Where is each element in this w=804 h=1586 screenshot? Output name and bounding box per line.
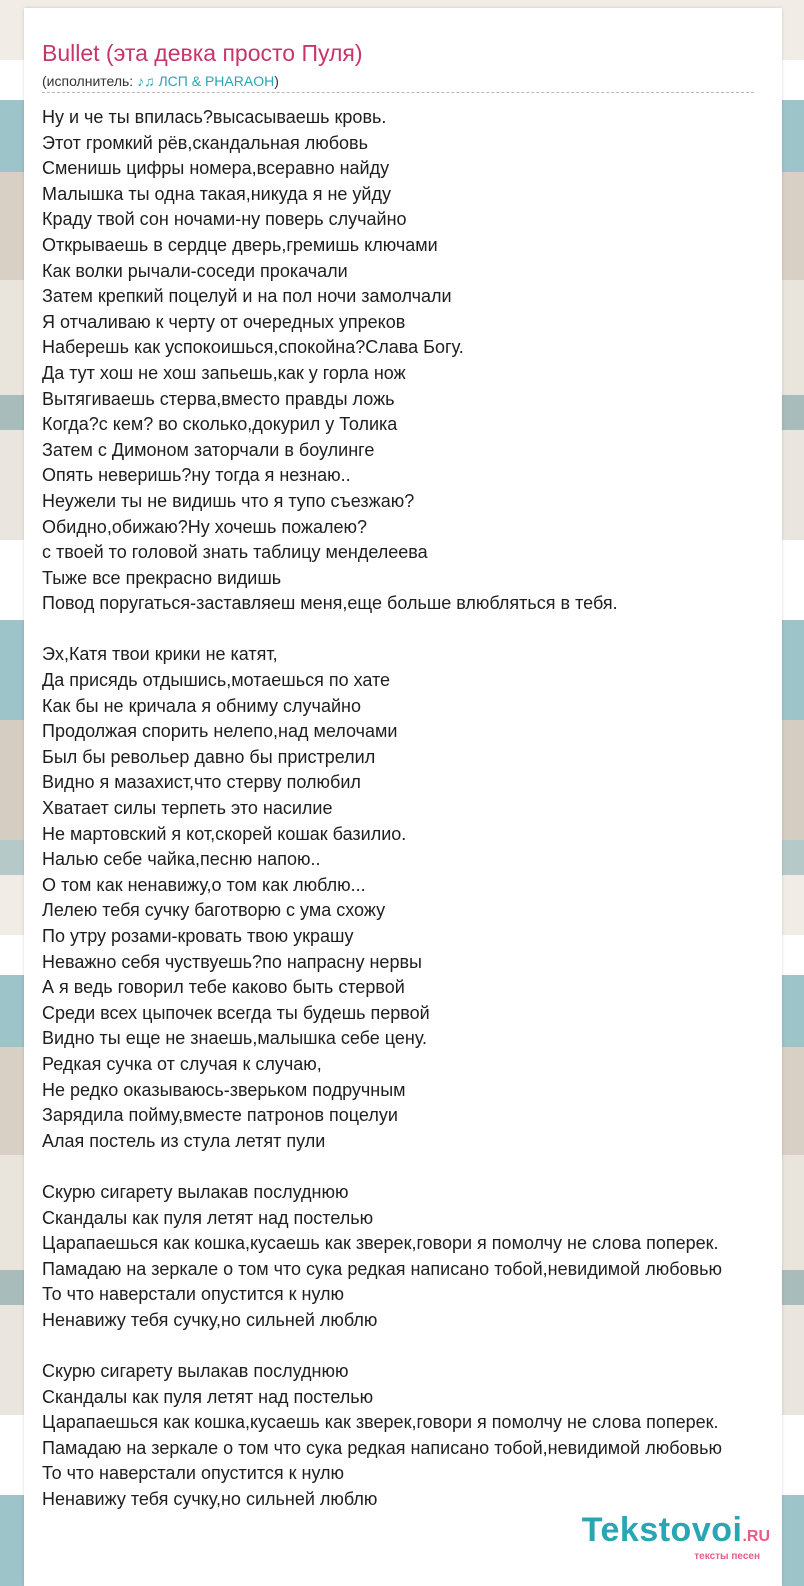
lyric-line: Ненавижу тебя сучку,но сильней люблю — [42, 1309, 378, 1330]
lyric-line: Да присядь отдышись,мотаешься по хате — [42, 670, 391, 691]
lyric-line: Ненавижу тебя сучку,но сильней люблю — [42, 1489, 378, 1510]
lyric-line: Среди всех цыпочек всегда ты будешь первой — [42, 1002, 430, 1023]
lyric-line: Скурю сигарету вылакав послуднюю — [42, 1181, 349, 1202]
lyric-line: Памадаю на зеркале о том что сука редкая написано тобой,невидимой любовью — [42, 1258, 722, 1279]
lyric-line: Скандалы как пуля летят над постелью — [42, 1386, 374, 1407]
artist-name: ЛСП & PHARAOH — [158, 73, 275, 89]
lyrics-stanza — [42, 642, 802, 1154]
lyric-line: Неужели ты не видишь что я тупо съезжаю? — [42, 490, 415, 511]
lyrics-stanza — [42, 105, 802, 617]
lyric-line: Редкая сучка от случая к случаю, — [42, 1053, 322, 1074]
lyrics-stanza — [42, 1359, 802, 1513]
artist-link[interactable] — [137, 73, 274, 89]
lyric-line: Наберешь как успокоишься,спокойна?Слава Богу. — [42, 337, 464, 358]
lyric-line: Был бы револьер давно бы пристрелил — [42, 746, 376, 767]
lyric-line: Я отчаливаю к черту от очередных упреков — [42, 311, 406, 332]
lyric-line: Памадаю на зеркале о том что сука редкая написано тобой,невидимой любовью — [42, 1437, 722, 1458]
lyric-line: Неважно себя чуствуешь?по напрасну нервы — [42, 951, 422, 972]
lyric-line: Хватает силы терпеть это насилие — [42, 798, 333, 819]
lyric-line: Царапаешься как кошка,кусаешь как зверек,говори я помолчу не слова поперек. — [42, 1233, 719, 1254]
lyric-line: Опять неверишь?ну тогда я незнаю.. — [42, 465, 351, 486]
music-note-icon: ♪♫ — [137, 73, 155, 89]
lyric-line: Продолжая спорить нелепо,над мелочами — [42, 721, 398, 742]
lyric-line: Не мартовский я кот,скорей кошак базилио. — [42, 823, 407, 844]
lyric-line: Лелею тебя сучку баготворю с ума схожу — [42, 900, 386, 921]
lyric-line: Открываешь в сердце дверь,гремишь ключами — [42, 234, 438, 255]
lyric-line: По утру розами-кровать твою украшу — [42, 926, 354, 946]
lyric-line: Обидно,обижаю?Ну хочешь пожалею? — [42, 516, 368, 537]
lyric-line: Видно я мазахист,что стерву полюбил — [42, 772, 361, 793]
lyric-line: Затем с Димоном заторчали в боулинге — [42, 439, 375, 460]
lyrics-stanza — [42, 1180, 802, 1334]
lyric-line: Алая постель из стула летят пули — [42, 1130, 326, 1151]
lyric-line: Не редко оказываюсь-зверьком подручным — [42, 1079, 406, 1100]
lyric-line: Видно ты еще не знаешь,малышка себе цену. — [42, 1028, 428, 1049]
lyric-line: Царапаешься как кошка,кусаешь как зверек,говори я помолчу не слова поперек. — [42, 1412, 719, 1433]
lyric-line: Тыже все прекрасно видишь — [42, 567, 282, 588]
lyric-line: О том как ненавижу,о том как люблю... — [42, 874, 366, 895]
lyric-line: Повод поругаться-заставляеш меня,еще больше влюбляться в тебя. — [42, 593, 618, 614]
lyric-line: То что наверстали опустится к нулю — [42, 1463, 345, 1484]
logo-tagline: тексты песен — [694, 1551, 760, 1562]
lyric-line: Зарядила пойму,вместе патронов поцелуи — [42, 1105, 398, 1126]
lyric-line: с твоей то головой знать таблицу менделеева — [42, 542, 428, 563]
lyric-line: Как бы не кричала я обниму случайно — [42, 695, 361, 716]
artist-line — [42, 73, 279, 89]
lyric-line: Затем крепкий поцелуй и на пол ночи замолчали — [42, 286, 452, 307]
artist-prefix: (исполнитель: — [42, 73, 138, 89]
lyric-line: Сменишь цифры номера,всеравно найду — [42, 158, 390, 179]
lyric-line: Да тут хош не хош запьешь,как у горла нож — [42, 362, 406, 383]
lyric-line: Скандалы как пуля летят над постелью — [42, 1207, 374, 1228]
lyric-line: Эх,Катя твои крики не катят, — [42, 644, 278, 665]
lyric-line: Налью себе чайка,песню напою.. — [42, 849, 321, 870]
lyric-line: Ну и че ты впилась?высасываешь кровь. — [42, 107, 387, 127]
title-divider — [42, 92, 754, 93]
lyric-line: То что наверстали опустится к нулю — [42, 1284, 345, 1305]
song-title: Bullet (эта девка просто Пуля) — [42, 40, 363, 66]
lyric-line: Краду твой сон ночами-ну поверь случайно — [42, 209, 407, 230]
logo-brand: Tekstovoi — [581, 1511, 743, 1549]
lyric-line: А я ведь говорил тебе каково быть стервой — [42, 977, 405, 998]
lyric-line: Как волки рычали-соседи прокачали — [42, 260, 348, 281]
lyric-line: Когда?с кем? во сколько,докурил у Толика — [42, 414, 398, 435]
artist-suffix: ) — [274, 73, 279, 89]
lyrics-text — [42, 105, 802, 1538]
lyric-line: Скурю сигарету вылакав послуднюю — [42, 1361, 349, 1382]
lyric-line: Малышка ты одна такая,никуда я не уйду — [42, 183, 391, 204]
lyric-line: Вытягиваешь стерва,вместо правды ложь — [42, 388, 395, 409]
site-logo[interactable] — [581, 1511, 770, 1562]
lyric-line: Этот громкий рёв,скандальная любовь — [42, 132, 368, 153]
logo-tld: .RU — [742, 1528, 770, 1545]
